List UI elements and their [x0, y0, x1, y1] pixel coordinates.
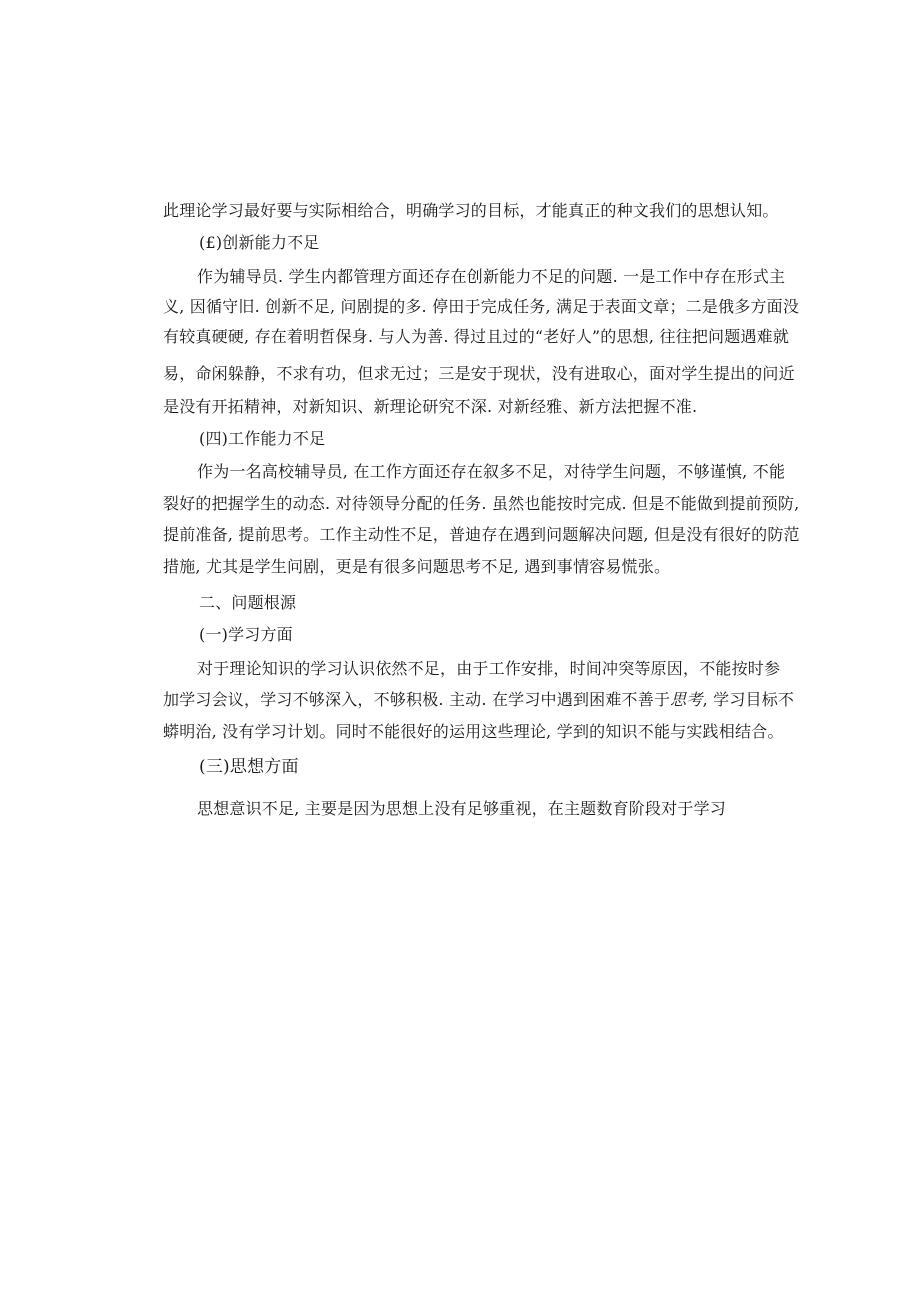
- section-heading: (一)学习方面: [199, 625, 293, 644]
- paragraph-line: 蟒明治, 没有学习计划。同时不能很好的运用这些理论, 学到的知识不能与实践相结合。: [163, 722, 784, 741]
- paragraph-line: 作为辅导员. 学生内都管理方面还存在创新能力不足的问题. 一是工作中存在形式主: [197, 267, 786, 286]
- section-heading: (四)工作能力不足: [199, 429, 326, 448]
- section-heading: (£)创新能力不足: [199, 233, 320, 252]
- paragraph-line: 思想意识不足, 主要是因为思想上没有足够重视，在主题数育阶段对于学习: [197, 799, 726, 818]
- text-run: , 学习目标不: [702, 690, 795, 709]
- paragraph-line: 对于理论知识的学习认识依然不足，由于工作安排，时间冲突等原因，不能按时参: [197, 659, 781, 678]
- paragraph-line-mixed: [163, 690, 795, 710]
- section-heading: (三)思想方面: [199, 757, 299, 777]
- paragraph-line: 是没有开拓精神，对新知识、新理论研究不深. 对新经雅、新方法把握不准.: [163, 397, 698, 416]
- text-run: 加学习会议，学习不够深入，不够积极. 主动. 在学习中遇到困难不善于: [163, 690, 671, 709]
- paragraph-line: 此理论学习最好要与实际相给合，明确学习的目标，才能真正的种文我们的思想认知。: [163, 201, 779, 220]
- paragraph-line: 作为一名高校辅导员, 在工作方面还存在叙多不足，对待学生问题，不够谨慎, 不能: [197, 462, 786, 481]
- paragraph-line: 义, 因循守旧. 创新不足, 问剧提的多. 停田于完成任务, 满足于表面文章；二是俄多方面没: [163, 297, 800, 316]
- paragraph-line: 措施, 尤其是学生问剧，更是有很多问题思考不足, 遇到事情容易慌张。: [163, 557, 671, 576]
- paragraph-line: 有较真硬硬, 存在着明哲保身. 与人为善. 得过且过的“老好人”的思想, 往往把问题遇难就: [163, 327, 790, 346]
- paragraph-line: 裂好的把握学生的动态. 对待领导分配的任务. 虽然也能按时完成. 但是不能做到提前预防,: [163, 494, 800, 513]
- chapter-heading: 二、问题根源: [199, 593, 297, 612]
- paragraph-line: 易，命闲躲静，不求有功，但求无过；三是安于现状，没有进取心，面对学生提出的问近: [163, 364, 795, 383]
- paragraph-line: 提前准备, 提前思考。工作主动性不足，普迪存在遇到问题解决问题, 但是没有很好的防范: [163, 525, 800, 544]
- italic-text-run: 思考: [670, 690, 703, 709]
